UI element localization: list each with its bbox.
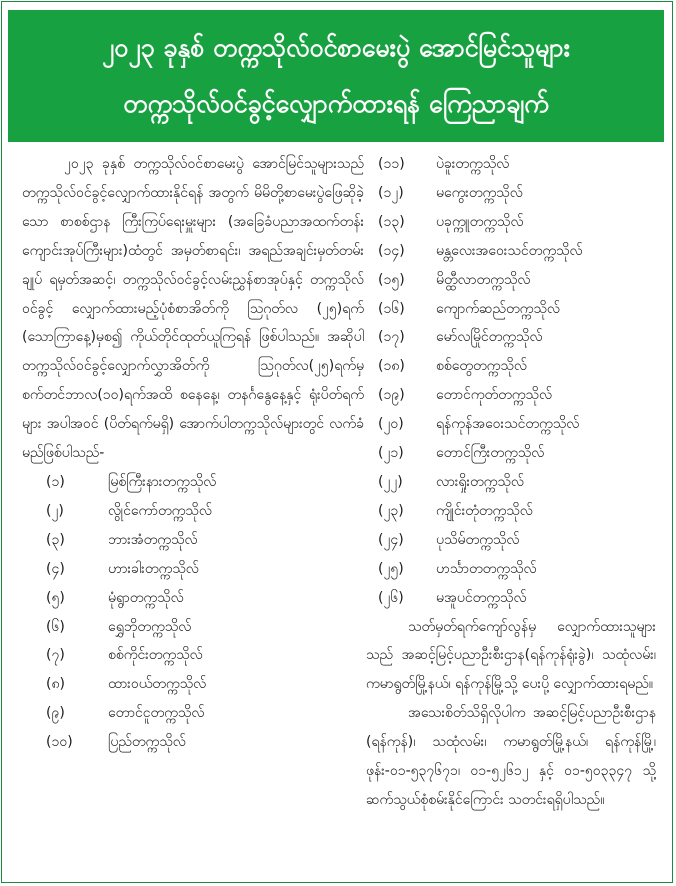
university-item (366, 237, 656, 266)
university-item (366, 208, 656, 237)
university-name: ဟားခါးတက္ကသိုလ် (108, 560, 199, 577)
left-column (22, 150, 364, 757)
university-number: (၂၁) (378, 445, 404, 462)
title-line-1: ၂၀၂၃ ခုနှစ် တက္ကသိုလ်ဝင်စာမေးပွဲ အောင်မြင်သူများ (101, 33, 571, 62)
university-item (46, 584, 364, 613)
university-name: ဟင်္သာတတက္ကသိုလ် (436, 560, 537, 577)
university-number: (၅) (46, 589, 65, 606)
university-name: ပြည်တက္ကသိုလ် (108, 734, 186, 751)
university-number: (၁၃) (378, 213, 405, 230)
university-number: (၂၆) (378, 589, 404, 606)
university-name: ထားဝယ်တက္ကသိုလ် (108, 676, 207, 693)
university-name: ရွှေဘိုတက္ကသိုလ် (108, 618, 192, 635)
university-number: (၁၈) (378, 358, 405, 375)
university-name: စစ်ကိုင်းတက္ကသိုလ် (108, 647, 203, 664)
university-item (366, 555, 656, 584)
university-number: (၂၅) (378, 560, 404, 577)
right-column (366, 150, 656, 815)
university-number: (၂၀) (378, 416, 404, 433)
university-item (366, 497, 656, 526)
university-number: (၂၂) (378, 473, 403, 490)
university-item (366, 295, 656, 324)
university-item (366, 179, 656, 208)
university-number: (၉) (46, 705, 65, 722)
university-number: (၂၄) (378, 531, 404, 548)
university-name: မအူပင်တက္ကသိုလ် (436, 589, 527, 606)
university-name: ပခုက္ကူတက္ကသိုလ် (436, 213, 524, 230)
university-name: မုံရွာတက္ကသိုလ် (108, 589, 184, 606)
university-item (366, 352, 656, 381)
intro-paragraph: ၂၀၂၃ ခုနှစ် တက္ကသိုလ်ဝင်စာမေးပွဲ အောင်မြင်သူများသည် တက္ကသိုလ်ဝင်ခွင့်လျှောက်ထားနိုင်ရန် အတွက် မိမိတို့စာမေးပွဲဖြေဆိုခဲ့သော စာစစ်ဌာန ကြီးကြပ်ရေးမှူးများ (အခြေခံပညာအထက်တန်း ကျောင်းအုပ်ကြီးများ)ထံတွင် အမှတ်စာရင်း၊ အရည်အချင်းမှတ်တမ်းချုပ် ရမှတ်အဆင့်၊ တက္ကသိုလ်ဝင်ခွင့်လမ်းညွှန်စာအုပ်နှင့် တက္ကသိုလ်ဝင်ခွင့် လျှောက်ထားမည့်ပုံစံစာအိတ်ကို ဩဂုတ်လ (၂၅)ရက် (သောကြာနေ့)မှစ၍ ကိုယ်တိုင်ထုတ်ယူကြရန် ဖြစ်ပါသည်။ အဆိုပါ တက္ကသိုလ်ဝင်ခွင့်လျှောက်လွှာအိတ်ကို ဩဂုတ်လ(၂၅)ရက်မှ စက်တင်ဘာလ(၁၀)ရက်အထိ စနေနေ့၊ တနင်္ဂနွေနေ့နှင့် ရုံးပိတ်ရက်များ အပါအဝင် (ပိတ်ရက်မရှိ) အောက်ပါတက္ကသိုလ်များတွင် လက်ခံမည်ဖြစ်ပါသည်- (22, 156, 364, 462)
university-number: (၁၅) (378, 271, 405, 288)
university-name: ဘားအံတက္ကသိုလ် (108, 531, 198, 548)
university-list-left (22, 468, 364, 757)
university-number: (၁၁) (378, 156, 405, 172)
university-item (46, 526, 364, 555)
university-name: တောင်ငူတက္ကသိုလ် (108, 705, 205, 722)
university-number: (၁၂) (378, 184, 404, 201)
university-number: (၁၇) (378, 329, 405, 346)
university-number: (၈) (46, 676, 65, 693)
university-item (46, 497, 364, 526)
university-name: ရန်ကုန်အဝေးသင်တက္ကသိုလ် (436, 416, 580, 433)
university-number: (၃) (46, 531, 65, 548)
university-number: (၁၆) (378, 300, 405, 317)
university-item (366, 439, 656, 468)
university-name: ပုသိမ်တက္ကသိုလ် (436, 531, 520, 548)
university-item (366, 526, 656, 555)
university-item (46, 641, 364, 670)
university-name: မကွေးတက္ကသိုလ် (436, 184, 523, 201)
university-item (366, 150, 656, 179)
university-name: မော်လမြိုင်တက္ကသိုလ် (436, 329, 543, 346)
university-item (366, 266, 656, 295)
university-number: (၇) (46, 647, 65, 664)
university-list-right (366, 150, 656, 613)
university-name: ပဲခူးတက္ကသိုလ် (436, 156, 510, 172)
university-item (46, 670, 364, 699)
university-item (46, 468, 364, 497)
university-number: (၁) (46, 473, 65, 490)
university-name: မန္တလေးအဝေးသင်တက္ကသိုလ် (436, 242, 583, 259)
university-item (366, 410, 656, 439)
university-name: လားရှိုးတက္ကသိုလ် (436, 473, 525, 490)
university-item (46, 728, 364, 757)
university-name: ကျောက်ဆည်တက္ကသိုလ် (436, 300, 561, 317)
university-name: တောင်ကုတ်တက္ကသိုလ် (436, 387, 553, 404)
university-number: (၆) (46, 618, 65, 635)
university-number: (၁၉) (378, 387, 405, 404)
university-number: (၁၀) (46, 734, 73, 751)
university-item (46, 699, 364, 728)
university-name: မိတ္ထီလာတက္ကသိုလ် (436, 271, 531, 288)
university-number: (၂) (46, 502, 64, 519)
contact-note: အသေးစိတ်သိရှိလိုပါက အဆင့်မြင့်ပညာဦးစီးဌာန (ရန်ကုန်)၊ သထုံလမ်း၊ ကမာရွတ်မြို့နယ်၊ ရန်ကုန်မြို့၊ ဖုန်း-၀၁-၅၃၇၆၇၁၊ ၀၁-၅၂၆၁၂ နှင့် ၀၁-၅၀၃၃၄၇ သို့ ဆက်သွယ်စုံစမ်းနိုင်ကြောင်း သတင်းရရှိပါသည်။ (366, 705, 656, 808)
university-name: မြစ်ကြီးနားတက္ကသိုလ် (108, 473, 217, 490)
university-item (366, 584, 656, 613)
university-name: စစ်တွေတက္ကသိုလ် (436, 358, 527, 375)
university-item (366, 323, 656, 352)
university-name: လွိုင်ကော်တက္ကသိုလ် (108, 502, 212, 519)
university-item (366, 468, 656, 497)
university-name: ကျိုင်းတုံတက္ကသိုလ် (436, 502, 533, 519)
university-item (46, 613, 364, 642)
title-line-2: တက္ကသိုလ်ဝင်ခွင့်လျှောက်ထားရန် ကြေညာချက် (123, 89, 549, 118)
title-banner (8, 10, 664, 142)
university-number: (၁၄) (378, 242, 405, 259)
university-number: (၄) (46, 560, 65, 577)
university-number: (၂၃) (378, 502, 404, 519)
university-item (366, 381, 656, 410)
university-name: တောင်ကြီးတက္ကသိုလ် (436, 445, 545, 462)
university-item (46, 555, 364, 584)
late-application-note: သတ်မှတ်ရက်ကျော်လွန်မှ လျှောက်ထားသူများသည် အဆင့်မြင့်ပညာဦးစီးဌာန(ရန်ကုန်ရုံးခွဲ)၊ သထုံလမ်း၊ ကမာရွတ်မြို့နယ်၊ ရန်ကုန်မြို့သို့ ပေးပို့ လျှောက်ထားရမည်။ (366, 618, 656, 693)
